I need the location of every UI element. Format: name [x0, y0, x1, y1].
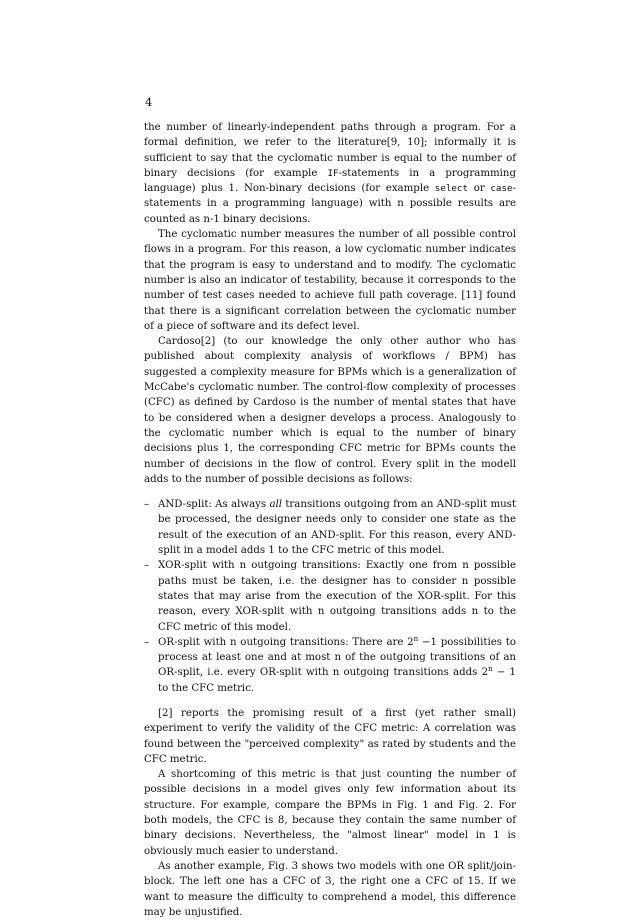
page-body — [144, 120, 516, 920]
superscript-n: n — [488, 665, 493, 674]
list-item-or-split — [144, 635, 516, 696]
split-types-list — [144, 497, 516, 696]
text-span: -statements in a programming language) with n possible results are counted as n-1 binary decisions. — [144, 183, 516, 225]
dash-bullet: – — [144, 636, 150, 648]
code-if: IF — [327, 167, 339, 179]
dash-bullet: – — [144, 560, 150, 572]
paragraph-fig3-example: As another example, Fig. 3 shows two models with one OR split/join-block. The left one has a CFC of 3, the right one a CFC of 15. If we want to measure the difficulty to comprehend a model, this difference may be unjustified. — [144, 860, 516, 918]
text-span: XOR-split with n outgoing transitions: Exactly one from n possible paths must be taken, i.e. the designer has to consider n possible states that may arise from the execution of the XOR-split. For this reason, every XOR-split with n outgoing transitions adds n to the CFC metric of this model. — [158, 560, 516, 633]
text-span: or — [468, 183, 491, 195]
text-span: −1 possibilities to process at least one and at most n of the outgoing transitions of an OR-split, i.e. every OR-split with n outgoing transitions adds 2 — [158, 636, 516, 679]
superscript-n: n — [413, 634, 419, 643]
text-span: − 1 to the CFC metric. — [158, 667, 516, 694]
paragraph-cyclomatic-definition — [144, 120, 516, 227]
paragraph-cardoso: Cardoso[2] (to our knowledge the only other author who has published about complexity analysis of workflows / BPM) has suggested a complexity measure for BPMs which is a generalization of McCabe's cyclomatic number. The control-flow complexity of processes (CFC) as defined by Cardoso is the number of mental states that have to be considered when a designer develops a process. Analogously to the cyclomatic number which is equal to the number of binary decisions plus 1, the corresponding CFC metric for BPMs counts the number of decisions in the flow of control. Every split in the modell adds to the number of possible decisions as follows: — [144, 336, 516, 485]
paragraph-shortcoming: A shortcoming of this metric is that just counting the number of possible decisions in a model gives only few information about its structure. For example, compare the BPMs in Fig. 1 and Fig. 2. For both models, the CFC is 8, because they contain the same number of binary decisions. Nevertheless, the "almost linear" model in 1 is obviously much easier to understand. — [144, 769, 516, 857]
text-span: the number of linearly-independent paths through a program. For a formal definition, we refer to the literature[9, 10]; informally it is sufficient to say that the cyclomatic number is equal to the number of binary decisions (for example — [144, 122, 516, 179]
text-span: AND-split: As always — [158, 499, 270, 511]
paragraph-experiment: [2] reports the promising result of a first (yet rather small) experiment to verify the validity of the CFC metric: A correlation was found between the "perceived complexity" as rated by students and the CFC metric. — [144, 707, 516, 765]
dash-bullet: – — [144, 499, 150, 511]
text-span: -statements in a programming language) plus 1. Non-binary decisions (for example — [144, 167, 517, 195]
list-item-xor-split — [144, 558, 516, 634]
code-select: select — [434, 183, 468, 195]
text-span: transitions outgoing from an AND-split must be processed, the designer needs only to consider one state as the result of the execution of an AND-split. For this reason, every AND-split in a model adds 1 to the CFC metric of this model. — [158, 499, 516, 557]
code-case: case — [490, 183, 513, 195]
text-span: OR-split with n outgoing transitions: There are 2 — [158, 636, 414, 648]
paragraph-cyclomatic-measures: The cyclomatic number measures the number of all possible control flows in a program. For this reason, a low cyclomatic number indicates that the program is easy to understand and to modify. The cyclomatic number is also an indicator of testability, because it corresponds to the number of test cases needed to achieve full path coverage. [11] found that there is a significant correlation between the cyclomatic number of a piece of software and its defect level. — [144, 229, 516, 332]
list-item-and-split — [144, 497, 516, 558]
page-number: 4 — [145, 95, 153, 109]
emphasis-all: all — [269, 499, 283, 511]
